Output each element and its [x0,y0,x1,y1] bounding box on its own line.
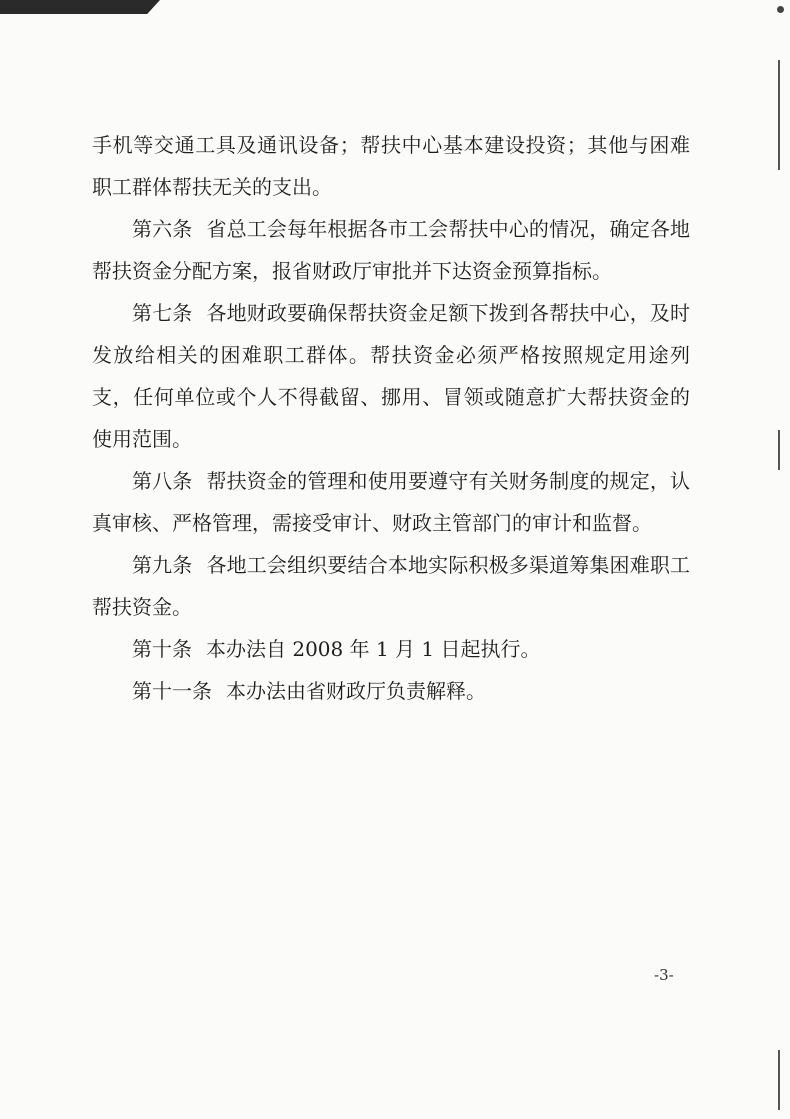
article-text: 各地财政要确保帮扶资金足额下拨到各帮扶中心，及时发放给相关的困难职工群体。帮扶资金必须严格按照规定用途列支，任何单位或个人不得截留、挪用、冒领或随意扩大帮扶资金的使用范围。 [92,301,691,451]
article-text: 省总工会每年根据各市工会帮扶中心的情况，确定各地帮扶资金分配方案，报省财政厅审批并下达资金预算指标。 [92,217,691,283]
article-11 [92,670,690,712]
article-number: 第七条 [132,301,193,325]
paragraph-text: 手机等交通工具及通讯设备；帮扶中心基本建设投资；其他与困难职工群体帮扶无关的支出。 [92,133,690,199]
binding-hole-mark [777,6,784,13]
document-body [92,124,690,712]
article-text: 本办法由省财政厅负责解释。 [226,679,486,703]
article-number: 第十一条 [132,679,212,703]
scan-edge-line [778,430,780,470]
article-6 [92,208,690,292]
scan-edge-shadow [0,0,160,14]
article-text: 帮扶资金的管理和使用要遵守有关财务制度的规定，认真审核、严格管理，需接受审计、财政主管部门的审计和监督。 [92,469,691,535]
article-8 [92,460,690,544]
article-text: 各地工会组织要结合本地实际积极多渠道筹集困难职工帮扶资金。 [92,553,691,619]
article-number: 第八条 [132,469,193,493]
article-number: 第六条 [132,217,193,241]
paragraph-continuation [92,124,690,208]
article-7 [92,292,690,460]
article-10 [92,628,690,670]
scan-edge-line [778,1050,780,1110]
scan-edge-line [778,60,780,170]
article-number: 第九条 [132,553,193,577]
article-number: 第十条 [132,637,192,661]
article-9 [92,544,690,628]
page-number: -3- [654,966,674,984]
article-text: 本办法自 2008 年 1 月 1 日起执行。 [206,637,541,661]
